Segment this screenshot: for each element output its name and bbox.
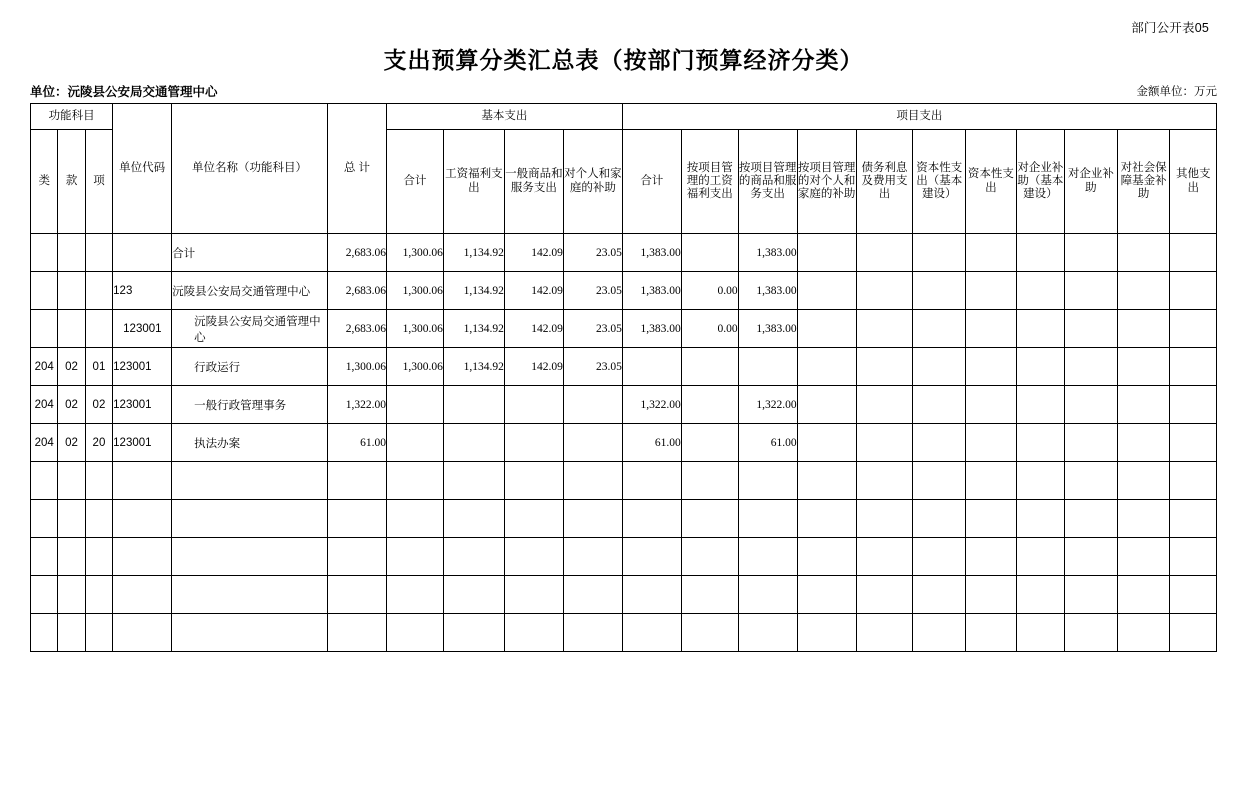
cell-other xyxy=(1170,234,1217,272)
cell-basic-goods-services: 142.09 xyxy=(504,272,563,310)
cell-empty xyxy=(797,614,856,652)
cell-debt-interest xyxy=(856,386,913,424)
cell-xiang: 01 xyxy=(85,348,112,386)
cell-total: 2,683.06 xyxy=(327,234,386,272)
cell-empty xyxy=(443,614,504,652)
cell-kuan: 02 xyxy=(58,424,85,462)
cell-empty xyxy=(913,462,966,500)
cell-empty xyxy=(386,538,443,576)
table-row xyxy=(31,234,1217,272)
cell-basic-goods-services: 142.09 xyxy=(504,348,563,386)
column-header-debt-interest: 债务利息及费用支出 xyxy=(856,130,913,234)
cell-enterprise-subsidy-basic xyxy=(1016,424,1064,462)
cell-basic-salary-welfare: 1,134.92 xyxy=(443,310,504,348)
cell-project-salary-welfare xyxy=(681,424,738,462)
cell-empty xyxy=(1065,614,1118,652)
cell-empty xyxy=(1170,500,1217,538)
page-title: 支出预算分类汇总表（按部门预算经济分类） xyxy=(383,47,864,73)
cell-capital-basic xyxy=(913,234,966,272)
cell-empty xyxy=(681,462,738,500)
cell-empty xyxy=(504,538,563,576)
cell-capital-basic xyxy=(913,272,966,310)
cell-capital-basic xyxy=(913,348,966,386)
cell-basic-goods-services: 142.09 xyxy=(504,234,563,272)
cell-unit-name: 沅陵县公安局交通管理中心 xyxy=(172,310,328,348)
cell-project-goods-services: 61.00 xyxy=(738,424,797,462)
cell-enterprise-subsidy-basic xyxy=(1016,310,1064,348)
cell-empty xyxy=(1016,500,1064,538)
form-number-label: 部门公开表05 xyxy=(1131,21,1209,35)
cell-social-security-fund xyxy=(1117,348,1170,386)
cell-xiang: 02 xyxy=(85,386,112,424)
cell-empty xyxy=(58,576,85,614)
cell-empty xyxy=(443,462,504,500)
cell-empty xyxy=(1065,538,1118,576)
column-header-enterprise-subsidy: 对企业补助 xyxy=(1065,130,1118,234)
cell-capital xyxy=(966,424,1017,462)
cell-empty xyxy=(1016,614,1064,652)
cell-lei xyxy=(31,234,58,272)
group-header-project-expenditure: 项目支出 xyxy=(622,104,1216,130)
cell-project-salary-welfare xyxy=(681,348,738,386)
cell-empty xyxy=(443,576,504,614)
cell-empty xyxy=(1065,462,1118,500)
table-row xyxy=(31,348,1217,386)
cell-basic-total xyxy=(386,386,443,424)
cell-debt-interest xyxy=(856,310,913,348)
cell-empty xyxy=(1065,500,1118,538)
cell-capital xyxy=(966,310,1017,348)
cell-empty xyxy=(443,500,504,538)
cell-basic-total: 1,300.06 xyxy=(386,272,443,310)
cell-kuan xyxy=(58,272,85,310)
cell-empty xyxy=(966,538,1017,576)
table-row xyxy=(31,386,1217,424)
cell-enterprise-subsidy xyxy=(1065,348,1118,386)
cell-empty xyxy=(738,500,797,538)
cell-capital xyxy=(966,348,1017,386)
cell-empty xyxy=(327,576,386,614)
cell-project-personal-family xyxy=(797,386,856,424)
table-head xyxy=(31,104,1217,234)
table-row-empty xyxy=(31,500,1217,538)
cell-enterprise-subsidy xyxy=(1065,310,1118,348)
column-header-capital: 资本性支出 xyxy=(966,130,1017,234)
cell-unit-code xyxy=(113,234,172,272)
cell-empty xyxy=(85,500,112,538)
cell-basic-goods-services xyxy=(504,424,563,462)
cell-empty xyxy=(504,500,563,538)
cell-empty xyxy=(966,576,1017,614)
cell-capital xyxy=(966,234,1017,272)
cell-empty xyxy=(738,576,797,614)
cell-empty xyxy=(85,576,112,614)
column-header-kuan: 款 xyxy=(58,130,85,234)
cell-empty xyxy=(58,500,85,538)
cell-empty xyxy=(622,614,681,652)
cell-empty xyxy=(856,500,913,538)
cell-empty xyxy=(856,462,913,500)
cell-empty xyxy=(1117,614,1170,652)
cell-empty xyxy=(327,462,386,500)
cell-project-total: 1,383.00 xyxy=(622,272,681,310)
cell-empty xyxy=(913,614,966,652)
cell-basic-salary-welfare: 1,134.92 xyxy=(443,234,504,272)
column-header-total: 总 计 xyxy=(327,104,386,234)
cell-empty xyxy=(622,500,681,538)
cell-project-personal-family xyxy=(797,348,856,386)
cell-total: 1,322.00 xyxy=(327,386,386,424)
column-header-project-goods-services: 按项目管理的商品和服务支出 xyxy=(738,130,797,234)
cell-empty xyxy=(797,462,856,500)
cell-enterprise-subsidy-basic xyxy=(1016,348,1064,386)
cell-empty xyxy=(1016,538,1064,576)
cell-empty xyxy=(1170,538,1217,576)
cell-empty xyxy=(31,538,58,576)
cell-empty xyxy=(856,576,913,614)
cell-unit-code: 123 xyxy=(113,272,172,310)
cell-basic-personal-family: 23.05 xyxy=(563,234,622,272)
cell-empty xyxy=(1170,614,1217,652)
table-row-empty xyxy=(31,538,1217,576)
cell-empty xyxy=(563,576,622,614)
cell-unit-code: 123001 xyxy=(113,310,172,348)
cell-empty xyxy=(113,614,172,652)
cell-capital-basic xyxy=(913,424,966,462)
cell-empty xyxy=(1170,462,1217,500)
cell-enterprise-subsidy xyxy=(1065,272,1118,310)
column-header-project-total: 合计 xyxy=(622,130,681,234)
cell-empty xyxy=(113,538,172,576)
column-header-project-personal-family: 按项目管理的对个人和家庭的补助 xyxy=(797,130,856,234)
cell-empty xyxy=(85,462,112,500)
cell-empty xyxy=(913,576,966,614)
cell-empty xyxy=(1016,462,1064,500)
cell-project-salary-welfare: 0.00 xyxy=(681,272,738,310)
column-header-lei: 类 xyxy=(31,130,58,234)
cell-basic-salary-welfare: 1,134.92 xyxy=(443,272,504,310)
cell-project-salary-welfare xyxy=(681,234,738,272)
budget-table xyxy=(30,103,1217,652)
cell-project-salary-welfare: 0.00 xyxy=(681,310,738,348)
cell-empty xyxy=(172,576,328,614)
cell-empty xyxy=(327,614,386,652)
cell-xiang xyxy=(85,310,112,348)
cell-empty xyxy=(622,462,681,500)
cell-lei: 204 xyxy=(31,424,58,462)
cell-enterprise-subsidy xyxy=(1065,386,1118,424)
cell-other xyxy=(1170,272,1217,310)
cell-empty xyxy=(31,500,58,538)
cell-empty xyxy=(738,538,797,576)
cell-basic-personal-family: 23.05 xyxy=(563,272,622,310)
cell-social-security-fund xyxy=(1117,310,1170,348)
cell-debt-interest xyxy=(856,272,913,310)
cell-total: 2,683.06 xyxy=(327,272,386,310)
amount-unit-label: 金额单位：万元 xyxy=(1136,86,1217,98)
cell-lei: 204 xyxy=(31,348,58,386)
cell-project-total: 61.00 xyxy=(622,424,681,462)
cell-empty xyxy=(681,538,738,576)
cell-empty xyxy=(113,576,172,614)
group-header-basic-expenditure: 基本支出 xyxy=(386,104,622,130)
cell-empty xyxy=(1117,576,1170,614)
cell-project-total: 1,322.00 xyxy=(622,386,681,424)
cell-empty xyxy=(1065,576,1118,614)
cell-other xyxy=(1170,310,1217,348)
cell-empty xyxy=(563,500,622,538)
cell-basic-salary-welfare xyxy=(443,386,504,424)
cell-empty xyxy=(622,538,681,576)
cell-basic-goods-services xyxy=(504,386,563,424)
cell-social-security-fund xyxy=(1117,272,1170,310)
cell-empty xyxy=(113,500,172,538)
cell-enterprise-subsidy-basic xyxy=(1016,386,1064,424)
cell-project-personal-family xyxy=(797,310,856,348)
table-row xyxy=(31,424,1217,462)
column-header-other: 其他支出 xyxy=(1170,130,1217,234)
cell-basic-total: 1,300.06 xyxy=(386,348,443,386)
column-header-xiang: 项 xyxy=(85,130,112,234)
cell-empty xyxy=(1170,576,1217,614)
cell-other xyxy=(1170,348,1217,386)
group-header-function-subject: 功能科目 xyxy=(31,104,113,130)
unit-name-label: 单位：沅陵县公安局交通管理中心 xyxy=(30,85,218,99)
cell-capital xyxy=(966,272,1017,310)
cell-project-personal-family xyxy=(797,272,856,310)
cell-basic-salary-welfare xyxy=(443,424,504,462)
cell-empty xyxy=(563,538,622,576)
table-row-empty xyxy=(31,614,1217,652)
cell-empty xyxy=(563,614,622,652)
cell-project-goods-services: 1,383.00 xyxy=(738,310,797,348)
cell-basic-personal-family xyxy=(563,386,622,424)
cell-project-personal-family xyxy=(797,234,856,272)
cell-empty xyxy=(327,538,386,576)
cell-social-security-fund xyxy=(1117,424,1170,462)
cell-project-total: 1,383.00 xyxy=(622,234,681,272)
cell-lei xyxy=(31,310,58,348)
cell-empty xyxy=(681,576,738,614)
cell-empty xyxy=(856,538,913,576)
cell-basic-total: 1,300.06 xyxy=(386,310,443,348)
cell-unit-name: 一般行政管理事务 xyxy=(172,386,328,424)
cell-total: 2,683.06 xyxy=(327,310,386,348)
cell-empty xyxy=(913,500,966,538)
cell-kuan: 02 xyxy=(58,386,85,424)
cell-enterprise-subsidy-basic xyxy=(1016,272,1064,310)
table-row-empty xyxy=(31,576,1217,614)
cell-empty xyxy=(1117,538,1170,576)
cell-basic-personal-family: 23.05 xyxy=(563,348,622,386)
cell-project-goods-services: 1,322.00 xyxy=(738,386,797,424)
cell-empty xyxy=(504,576,563,614)
column-header-project-salary-welfare: 按项目管理的工资福利支出 xyxy=(681,130,738,234)
cell-basic-goods-services: 142.09 xyxy=(504,310,563,348)
cell-empty xyxy=(913,538,966,576)
cell-unit-name: 沅陵县公安局交通管理中心 xyxy=(172,272,328,310)
cell-debt-interest xyxy=(856,424,913,462)
cell-empty xyxy=(113,462,172,500)
cell-empty xyxy=(58,538,85,576)
cell-empty xyxy=(504,614,563,652)
cell-project-goods-services: 1,383.00 xyxy=(738,234,797,272)
cell-unit-code: 123001 xyxy=(113,386,172,424)
cell-project-total xyxy=(622,348,681,386)
cell-lei xyxy=(31,272,58,310)
cell-empty xyxy=(58,614,85,652)
cell-unit-name: 执法办案 xyxy=(172,424,328,462)
cell-basic-total: 1,300.06 xyxy=(386,234,443,272)
cell-empty xyxy=(172,614,328,652)
cell-debt-interest xyxy=(856,234,913,272)
cell-unit-name: 行政运行 xyxy=(172,348,328,386)
cell-basic-personal-family: 23.05 xyxy=(563,310,622,348)
cell-empty xyxy=(85,538,112,576)
cell-empty xyxy=(966,614,1017,652)
cell-xiang: 20 xyxy=(85,424,112,462)
cell-project-salary-welfare xyxy=(681,386,738,424)
cell-empty xyxy=(172,500,328,538)
cell-project-goods-services xyxy=(738,348,797,386)
table-group-header-row xyxy=(31,104,1217,130)
cell-basic-total xyxy=(386,424,443,462)
cell-capital xyxy=(966,386,1017,424)
cell-empty xyxy=(1117,462,1170,500)
cell-basic-salary-welfare: 1,134.92 xyxy=(443,348,504,386)
cell-kuan xyxy=(58,310,85,348)
table-row xyxy=(31,272,1217,310)
cell-enterprise-subsidy xyxy=(1065,424,1118,462)
cell-empty xyxy=(504,462,563,500)
cell-empty xyxy=(681,614,738,652)
cell-basic-personal-family xyxy=(563,424,622,462)
cell-empty xyxy=(327,500,386,538)
cell-empty xyxy=(85,614,112,652)
cell-empty xyxy=(797,500,856,538)
cell-enterprise-subsidy-basic xyxy=(1016,234,1064,272)
cell-capital-basic xyxy=(913,310,966,348)
cell-empty xyxy=(622,576,681,614)
column-header-unit-name: 单位名称（功能科目） xyxy=(172,104,328,234)
cell-capital-basic xyxy=(913,386,966,424)
table-row xyxy=(31,310,1217,348)
cell-empty xyxy=(386,614,443,652)
cell-project-goods-services: 1,383.00 xyxy=(738,272,797,310)
cell-social-security-fund xyxy=(1117,386,1170,424)
cell-empty xyxy=(966,500,1017,538)
cell-empty xyxy=(738,614,797,652)
cell-empty xyxy=(797,576,856,614)
cell-empty xyxy=(856,614,913,652)
cell-empty xyxy=(797,538,856,576)
cell-empty xyxy=(58,462,85,500)
table-body xyxy=(31,234,1217,652)
cell-enterprise-subsidy xyxy=(1065,234,1118,272)
cell-other xyxy=(1170,386,1217,424)
cell-xiang xyxy=(85,272,112,310)
cell-unit-code: 123001 xyxy=(113,424,172,462)
cell-empty xyxy=(386,462,443,500)
cell-social-security-fund xyxy=(1117,234,1170,272)
cell-unit-name: 合计 xyxy=(172,234,328,272)
cell-empty xyxy=(563,462,622,500)
table-row-empty xyxy=(31,462,1217,500)
column-header-basic-goods-services: 一般商品和服务支出 xyxy=(504,130,563,234)
cell-empty xyxy=(966,462,1017,500)
cell-empty xyxy=(31,576,58,614)
cell-empty xyxy=(681,500,738,538)
cell-unit-code: 123001 xyxy=(113,348,172,386)
cell-xiang xyxy=(85,234,112,272)
column-header-unit-code: 单位代码 xyxy=(113,104,172,234)
cell-project-personal-family xyxy=(797,424,856,462)
cell-other xyxy=(1170,424,1217,462)
cell-total: 61.00 xyxy=(327,424,386,462)
column-header-basic-personal-family: 对个人和家庭的补助 xyxy=(563,130,622,234)
cell-debt-interest xyxy=(856,348,913,386)
column-header-social-security-fund: 对社会保障基金补助 xyxy=(1117,130,1170,234)
cell-kuan xyxy=(58,234,85,272)
cell-empty xyxy=(31,462,58,500)
cell-empty xyxy=(738,462,797,500)
cell-empty xyxy=(172,462,328,500)
cell-total: 1,300.06 xyxy=(327,348,386,386)
cell-empty xyxy=(1016,576,1064,614)
column-header-basic-total: 合计 xyxy=(386,130,443,234)
cell-empty xyxy=(172,538,328,576)
cell-empty xyxy=(386,576,443,614)
cell-empty xyxy=(386,500,443,538)
column-header-basic-salary-welfare: 工资福利支出 xyxy=(443,130,504,234)
cell-kuan: 02 xyxy=(58,348,85,386)
cell-empty xyxy=(31,614,58,652)
cell-empty xyxy=(1117,500,1170,538)
column-header-capital-basic: 资本性支出（基本建设） xyxy=(913,130,966,234)
cell-empty xyxy=(443,538,504,576)
cell-lei: 204 xyxy=(31,386,58,424)
column-header-enterprise-subsidy-basic: 对企业补助（基本建设） xyxy=(1016,130,1064,234)
cell-project-total: 1,383.00 xyxy=(622,310,681,348)
